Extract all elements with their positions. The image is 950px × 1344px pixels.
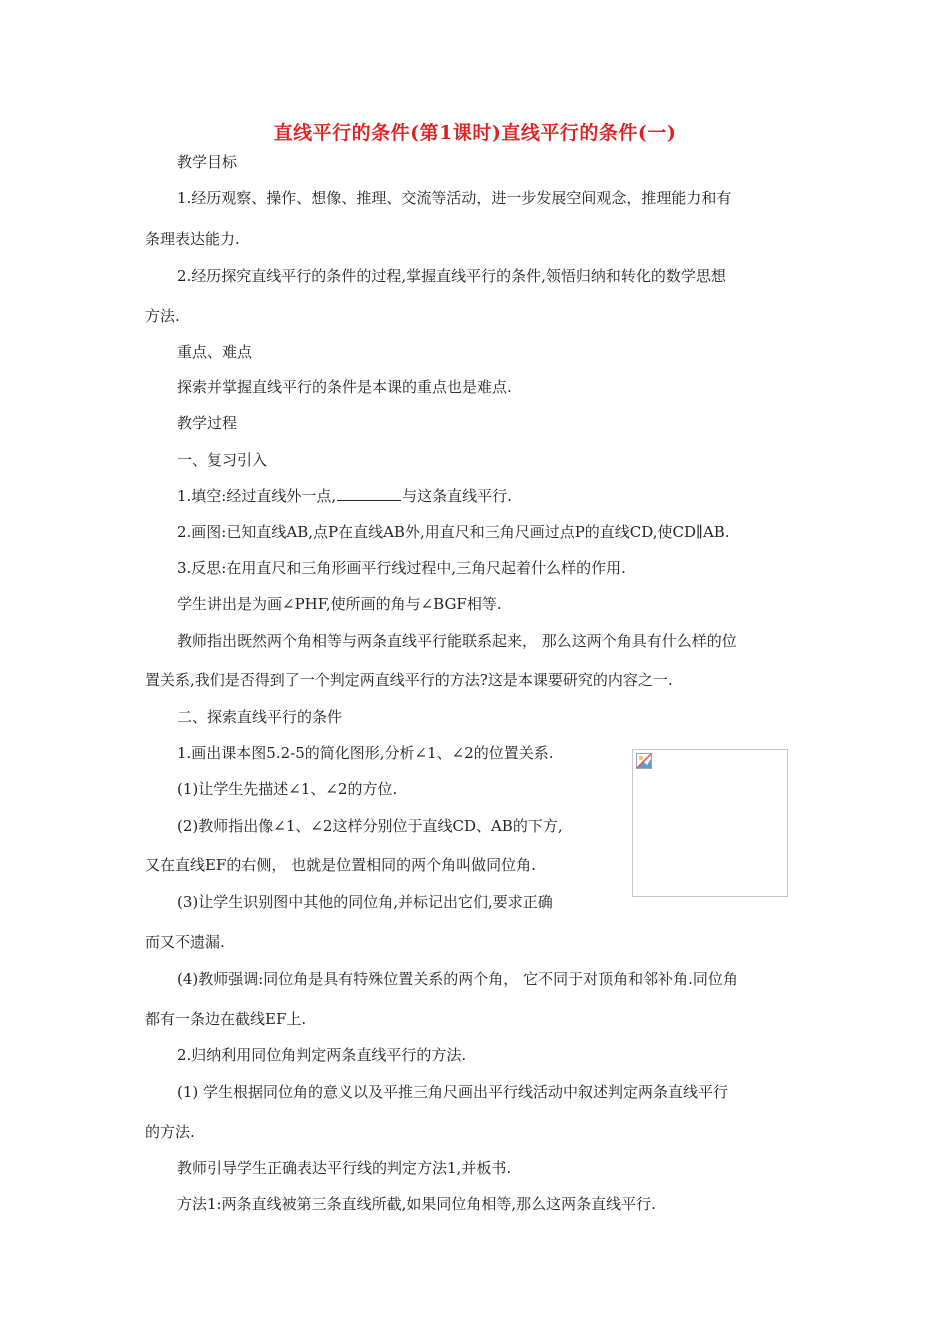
method-statement: 方法1:两条直线被第三条直线所截,如果同位角相等,那么这两条直线平行. <box>177 1195 656 1213</box>
paragraph-line: (3)让学生识别图中其他的同位角,并标记出它们,要求正确 <box>177 893 553 911</box>
paragraph-line: 条理表达能力. <box>145 230 240 248</box>
paragraph-line: 1.画出课本图5.2-5的简化图形,分析∠1、∠2的位置关系. <box>177 744 554 762</box>
paragraph-line: 教师指出既然两个角相等与两条直线平行能联系起来， 那么这两个角具有什么样的位 <box>177 632 737 650</box>
fill-in-blank-line <box>177 486 512 506</box>
paragraph-line: 1.经历观察、操作、想像、推理、交流等活动，进一步发展空间观念，推理能力和有 <box>177 189 732 207</box>
paragraph-line: 又在直线EF的右侧， 也就是位置相同的两个角叫做同位角. <box>145 856 536 874</box>
paragraph-line: 而又不遗漏. <box>145 933 225 951</box>
section-heading-explore: 二、探索直线平行的条件 <box>177 708 343 726</box>
paragraph-line: 2.经历探究直线平行的条件的过程,掌握直线平行的条件,领悟归纳和转化的数学思想 <box>177 267 726 285</box>
paragraph-line: (1)让学生先描述∠1、∠2的方位. <box>177 780 398 798</box>
paragraph-line: 学生讲出是为画∠PHF,使所画的角与∠BGF相等. <box>177 595 502 613</box>
answer-blank <box>337 486 401 501</box>
paragraph-line: (1) 学生根据同位角的意义以及平推三角尺画出平行线活动中叙述判定两条直线平行 <box>177 1083 729 1101</box>
fill-in-suffix: 与这条直线平行. <box>402 487 512 505</box>
fill-in-prefix: 1.填空:经过直线外一点, <box>177 487 337 505</box>
document-title: 直线平行的条件(第1课时)直线平行的条件(一) <box>273 122 677 144</box>
paragraph-line: (4)教师强调:同位角是具有特殊位置关系的两个角， 它不同于对顶角和邻补角.同位角 <box>177 970 738 988</box>
paragraph-line: 探索并掌握直线平行的条件是本课的重点也是难点. <box>177 378 512 396</box>
paragraph-line: 2.画图:已知直线AB,点P在直线AB外,用直尺和三角尺画过点P的直线CD,使CD∥AB. <box>177 523 730 541</box>
paragraph-line: 置关系,我们是否得到了一个判定两直线平行的方法?这是本课要研究的内容之一. <box>145 671 673 689</box>
paragraph-line: 2.归纳利用同位角判定两条直线平行的方法. <box>177 1046 467 1064</box>
heading-teaching-goals: 教学目标 <box>177 153 238 171</box>
heading-teaching-process: 教学过程 <box>177 414 238 432</box>
section-heading-review: 一、复习引入 <box>177 451 268 469</box>
paragraph-line: (2)教师指出像∠1、∠2这样分别位于直线CD、AB的下方, <box>177 817 563 835</box>
paragraph-line: 3.反思:在用直尺和三角形画平行线过程中,三角尺起着什么样的作用. <box>177 559 626 577</box>
paragraph-line: 都有一条边在截线EF上. <box>145 1010 307 1028</box>
figure-placeholder <box>632 749 788 897</box>
heading-key-points: 重点、难点 <box>177 343 253 361</box>
paragraph-line: 的方法. <box>145 1123 195 1141</box>
paragraph-line: 方法. <box>145 307 180 325</box>
paragraph-line: 教师引导学生正确表达平行线的判定方法1,并板书. <box>177 1159 512 1177</box>
broken-image-icon <box>636 753 652 769</box>
